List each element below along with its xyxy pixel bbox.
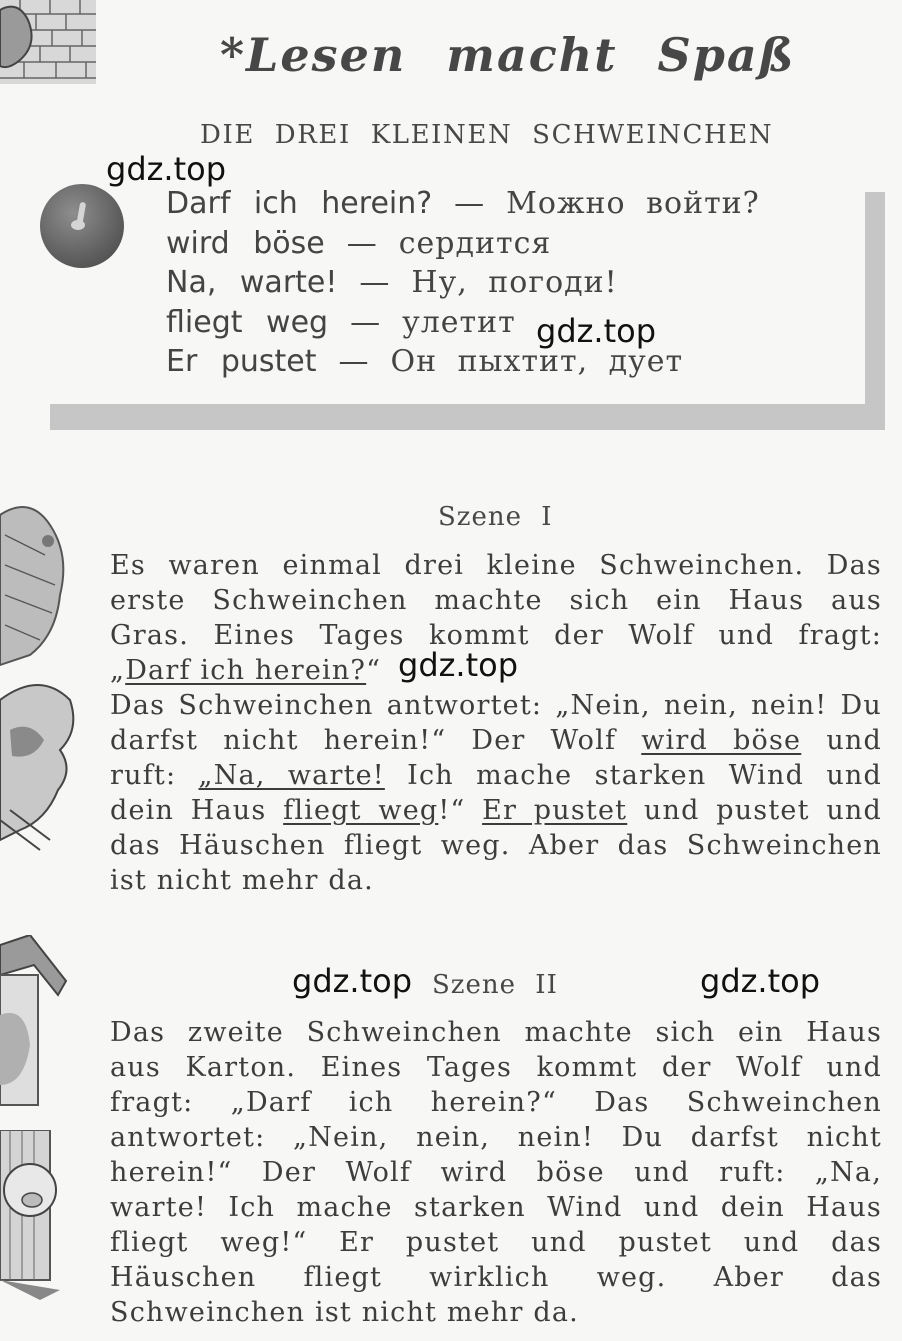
text-line <box>110 1015 882 1050</box>
brick-house-illustration <box>0 0 100 88</box>
text-fragment: Häuschen fliegt wirklich weg. Aber das <box>110 1262 882 1293</box>
vocab-highlight: „Na, warte! <box>198 760 385 791</box>
story-title: DIE DREI KLEINEN SCHWEINCHEN <box>200 120 774 150</box>
watermark: gdz.top <box>106 150 227 188</box>
audio-note-icon <box>40 184 124 268</box>
watermark: gdz.top <box>700 962 821 1000</box>
scene-2-title: Szene II <box>432 970 558 1000</box>
vocab-row <box>166 226 551 264</box>
text-fragment: Das Schweinchen antwortet: „Nein, nein, nein! Du <box>110 690 882 721</box>
vocab-box-right-border <box>865 192 885 430</box>
text-fragment: “ <box>366 655 382 686</box>
vocab-highlight: wird böse <box>641 725 802 756</box>
vocab-dash: — <box>359 265 390 300</box>
text-line <box>110 828 882 863</box>
text-line <box>110 1050 882 1085</box>
text-fragment: Ich mache starken Wind und <box>384 760 882 791</box>
vocab-box-bottom-border <box>50 404 885 430</box>
text-fragment: Schweinchen ist nicht mehr da. <box>110 1297 579 1328</box>
vocab-german: Darf ich herein? <box>166 186 433 221</box>
vocab-dash: — <box>350 305 381 340</box>
pig-illustration <box>0 1130 70 1300</box>
vocab-highlight: Darf ich herein? <box>125 655 367 686</box>
vocab-dash: — <box>346 226 377 261</box>
text-fragment: darfst nicht herein!“ Der Wolf <box>110 725 642 756</box>
vocab-dash: — <box>454 186 485 221</box>
text-line <box>110 1295 882 1330</box>
text-fragment: dein Haus <box>110 795 284 826</box>
vocab-german: Er pustet <box>166 344 317 379</box>
vocab-row <box>166 186 760 224</box>
vocab-russian: улетит <box>402 305 516 340</box>
vocab-russian: Можно войти? <box>506 186 760 221</box>
text-fragment: fragt: „Darf ich herein?“ Das Schweinchen <box>110 1087 882 1118</box>
text-fragment: „ <box>110 655 126 686</box>
vocab-highlight: fliegt weg <box>283 795 439 826</box>
text-line <box>110 1085 882 1120</box>
cardboard-house-illustration <box>0 935 70 1110</box>
vocab-highlight: Er pustet <box>482 795 628 826</box>
vocab-row <box>166 305 516 343</box>
vocab-dash: — <box>338 344 369 379</box>
text-fragment: herein!“ Der Wolf wird böse und ruft: „Na, <box>110 1157 882 1188</box>
scene-1-text <box>110 548 882 898</box>
vocab-russian: Он пыхтит, дует <box>390 344 684 379</box>
text-fragment: das Häuschen fliegt weg. Aber das Schweinchen <box>110 830 882 861</box>
vocab-german: Na, warte! <box>166 265 338 300</box>
text-line <box>110 1260 882 1295</box>
text-fragment: aus Karton. Eines Tages kommt der Wolf und <box>110 1052 882 1083</box>
watermark: gdz.top <box>398 646 519 684</box>
text-line <box>110 1225 882 1260</box>
text-fragment: !“ <box>438 795 483 826</box>
straw-house-illustration <box>0 495 80 670</box>
text-fragment: Gras. Eines Tages kommt der Wolf und fragt: <box>110 620 882 651</box>
text-fragment: erste Schweinchen machte sich ein Haus aus <box>110 585 882 616</box>
text-line <box>110 1120 882 1155</box>
vocab-russian: Ну, погоди! <box>411 265 618 300</box>
text-fragment: ist nicht mehr da. <box>110 865 374 896</box>
scene-2-text <box>110 1015 882 1330</box>
text-line <box>110 1155 882 1190</box>
text-line <box>110 548 882 583</box>
text-fragment: fliegt weg!“ Er pustet und pustet und das <box>110 1227 882 1258</box>
text-fragment: Es waren einmal drei kleine Schweinchen. Das <box>110 550 882 581</box>
vocab-russian: сердится <box>398 226 552 261</box>
page-title: *Lesen macht Spaß <box>220 28 796 82</box>
wolf-illustration <box>0 670 80 860</box>
text-fragment: Das zweite Schweinchen machte sich ein Haus <box>110 1017 882 1048</box>
scene-1-title: Szene I <box>438 502 553 532</box>
vocab-german: wird böse <box>166 226 325 261</box>
text-line <box>110 758 882 793</box>
vocab-german: fliegt weg <box>166 305 329 340</box>
vocab-row <box>166 265 618 303</box>
text-fragment: und <box>801 725 882 756</box>
text-line <box>110 863 882 898</box>
watermark: gdz.top <box>536 312 657 350</box>
text-line <box>110 1190 882 1225</box>
watermark: gdz.top <box>292 962 413 1000</box>
text-line <box>110 583 882 618</box>
text-line <box>110 688 882 723</box>
text-fragment: und pustet und <box>627 795 882 826</box>
text-fragment: warte! Ich mache starken Wind und dein Haus <box>110 1192 882 1223</box>
text-line <box>110 793 882 828</box>
text-fragment: ruft: <box>110 760 199 791</box>
text-line <box>110 723 882 758</box>
text-fragment: antwortet: „Nein, nein, nein! Du darfst nicht <box>110 1122 882 1153</box>
